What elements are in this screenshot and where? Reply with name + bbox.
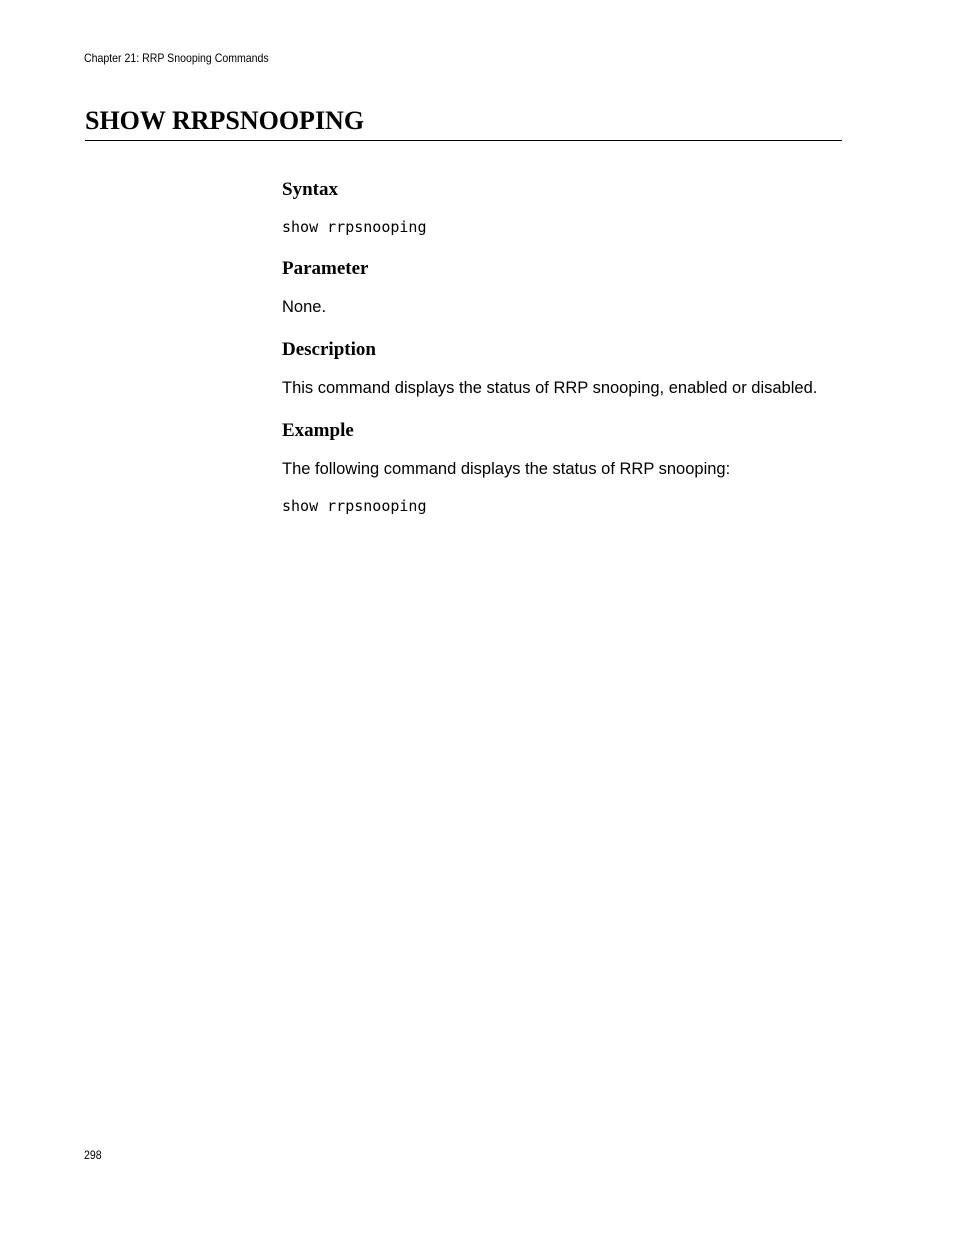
syntax-heading: Syntax [282, 179, 338, 200]
page-title: SHOW RRPSNOOPING [85, 106, 365, 135]
description-heading: Description [282, 339, 376, 360]
parameter-text: None. [282, 298, 327, 316]
parameter-heading: Parameter [282, 258, 369, 279]
page-number: 298 [84, 1148, 102, 1162]
syntax-code: show rrpsnooping [282, 218, 427, 236]
example-code: show rrpsnooping [282, 497, 427, 515]
running-header: Chapter 21: RRP Snooping Commands [84, 51, 269, 65]
title-rule [85, 140, 842, 141]
description-text: This command displays the status of RRP snooping, enabled or disabled. [282, 379, 818, 397]
example-heading: Example [282, 420, 354, 441]
example-text: The following command displays the status of RRP snooping: [282, 460, 731, 478]
